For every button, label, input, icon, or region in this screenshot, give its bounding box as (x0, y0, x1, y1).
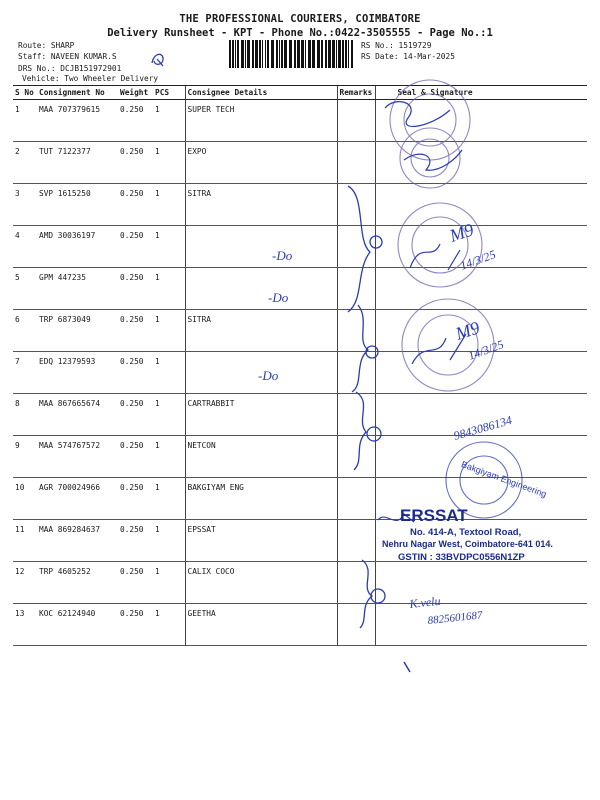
bakgiyam-stamp-text: Bakgiyam Engineering (459, 459, 548, 500)
barcode-image (228, 40, 354, 68)
cell-consignee: CALIX COCO (185, 562, 337, 604)
barcode-bar (232, 40, 234, 68)
cell-consignee: CARTRABBIT (185, 394, 337, 436)
cell-weight: 0.250 (118, 184, 153, 226)
cell-consignee: SUPER TECH (185, 100, 337, 142)
table-row (13, 142, 587, 184)
barcode-bar (262, 40, 263, 68)
cell-weight: 0.250 (118, 100, 153, 142)
barcode-bar (252, 40, 254, 68)
barcode-bar (235, 40, 236, 68)
barcode-bar (241, 40, 244, 68)
erssat-stamp-line1: No. 414-A, Textool Road, (410, 527, 522, 538)
cell-remarks (337, 100, 375, 142)
cell-seal (375, 142, 587, 184)
erssat-stamp-gstin: GSTIN : 33BVDPC0556N1ZP (398, 552, 525, 563)
cell-consignment: KOC 62124940 (37, 604, 118, 646)
cell-seal (375, 436, 587, 478)
barcode-bar (317, 40, 320, 68)
svg-text:9843086134: 9843086134 (451, 412, 514, 443)
barcode-bar (279, 40, 280, 68)
cell-sno: 3 (13, 184, 37, 226)
barcode-bar (255, 40, 258, 68)
cell-weight: 0.250 (118, 520, 153, 562)
cell-consignment: TUT 7122377 (37, 142, 118, 184)
cell-weight: 0.250 (118, 478, 153, 520)
cell-pcs: 1 (153, 436, 185, 478)
barcode-bar (351, 40, 353, 68)
rs-no-label: RS No.: 1519729 (361, 41, 432, 50)
cell-weight: 0.250 (118, 352, 153, 394)
cell-consignee: BAKGIYAM ENG (185, 478, 337, 520)
cell-pcs: 1 (153, 226, 185, 268)
cell-consignee (185, 226, 337, 268)
cell-remarks (337, 520, 375, 562)
barcode-bar (237, 40, 239, 68)
company-title: THE PROFESSIONAL COURIERS, COIMBATORE (179, 13, 421, 25)
cell-remarks (337, 562, 375, 604)
cell-weight: 0.250 (118, 604, 153, 646)
barcode-bar (342, 40, 344, 68)
cell-remarks (337, 184, 375, 226)
barcode-bar (345, 40, 347, 68)
cell-consignment: MAA 869284637 (37, 520, 118, 562)
cell-seal (375, 604, 587, 646)
cell-sno: 13 (13, 604, 37, 646)
table-row (13, 436, 587, 478)
barcode-bar (308, 40, 311, 68)
table-row (13, 562, 587, 604)
stray-ink-mark (404, 662, 410, 672)
barcode-bar (229, 40, 231, 68)
cell-weight: 0.250 (118, 394, 153, 436)
cell-remarks (337, 142, 375, 184)
cell-pcs: 1 (153, 478, 185, 520)
cell-sno: 10 (13, 478, 37, 520)
cell-sno: 5 (13, 268, 37, 310)
cell-consignee: EXPO (185, 142, 337, 184)
col-header-weight: Weight (118, 86, 153, 100)
barcode-bar (321, 40, 323, 68)
col-header-seal: Seal & Signature (375, 86, 587, 100)
cell-sno: 11 (13, 520, 37, 562)
ditto-row-7: -Do (258, 368, 279, 383)
cell-consignment: SVP 1615250 (37, 184, 118, 226)
cell-pcs: 1 (153, 394, 185, 436)
cell-pcs: 1 (153, 310, 185, 352)
svg-text:14/3/25: 14/3/25 (458, 247, 498, 273)
ditto-row-5: -Do (268, 290, 289, 305)
barcode-bar (336, 40, 337, 68)
barcode-bar (325, 40, 327, 68)
barcode-bar (338, 40, 341, 68)
cell-sno: 8 (13, 394, 37, 436)
cell-sno: 1 (13, 100, 37, 142)
cell-consignment: AMD 30036197 (37, 226, 118, 268)
cell-pcs: 1 (153, 520, 185, 562)
barcode-bar (265, 40, 266, 68)
erssat-stamp-name: ERSSAT (400, 506, 468, 525)
cell-weight: 0.250 (118, 562, 153, 604)
cell-consignment: MAA 867665674 (37, 394, 118, 436)
table-row (13, 310, 587, 352)
cell-weight: 0.250 (118, 436, 153, 478)
cell-sno: 2 (13, 142, 37, 184)
barcode-bar (245, 40, 246, 68)
cell-consignee: SITRA (185, 184, 337, 226)
cell-consignment: TRP 6873049 (37, 310, 118, 352)
table-header-row (13, 86, 587, 100)
cell-pcs: 1 (153, 562, 185, 604)
cell-remarks (337, 436, 375, 478)
cell-seal (375, 562, 587, 604)
cell-weight: 0.250 (118, 142, 153, 184)
drs-label: DRS No.: DCJB151972901 (18, 64, 122, 73)
cell-pcs: 1 (153, 100, 185, 142)
cell-consignment: TRP 4605252 (37, 562, 118, 604)
barcode-bar (348, 40, 349, 68)
table-row (13, 268, 587, 310)
cell-consignment: GPM 447235 (37, 268, 118, 310)
cell-sno: 6 (13, 310, 37, 352)
cell-consignee: GEETHA (185, 604, 337, 646)
barcode-bar (289, 40, 292, 68)
barcode-bar (328, 40, 331, 68)
cell-remarks (337, 310, 375, 352)
table-row (13, 352, 587, 394)
cell-remarks (337, 268, 375, 310)
svg-text:K.velu: K.velu (408, 593, 442, 611)
cell-pcs: 1 (153, 142, 185, 184)
route-label: Route: SHARP (18, 41, 75, 50)
cell-consignment: EDQ 12379593 (37, 352, 118, 394)
staff-label: Staff: NAVEEN KUMAR.S (18, 52, 117, 61)
cell-pcs: 1 (153, 184, 185, 226)
cell-seal (375, 352, 587, 394)
cell-remarks (337, 478, 375, 520)
svg-text:M9: M9 (447, 219, 477, 246)
cell-sno: 7 (13, 352, 37, 394)
col-header-pcs: PCS (153, 86, 185, 100)
barcode-bar (276, 40, 278, 68)
cell-seal (375, 100, 587, 142)
cell-seal (375, 394, 587, 436)
vehicle-label: Vehicle: Two Wheeler Delivery (22, 74, 159, 83)
cell-pcs: 1 (153, 352, 185, 394)
barcode-bar (332, 40, 335, 68)
cell-consignee (185, 268, 337, 310)
cell-sno: 9 (13, 436, 37, 478)
cell-weight: 0.250 (118, 310, 153, 352)
cell-weight: 0.250 (118, 268, 153, 310)
cell-consignee: NETCON (185, 436, 337, 478)
cell-consignment: MAA 574767572 (37, 436, 118, 478)
cell-consignee (185, 352, 337, 394)
col-header-consignment: Consignment No (37, 86, 118, 100)
table-row (13, 604, 587, 646)
barcode-bar (312, 40, 315, 68)
cell-seal (375, 226, 587, 268)
cell-remarks (337, 394, 375, 436)
barcode-bar (259, 40, 261, 68)
cell-seal (375, 184, 587, 226)
cell-consignee: SITRA (185, 310, 337, 352)
col-header-remarks: Remarks (337, 86, 375, 100)
cell-remarks (337, 226, 375, 268)
cell-consignment: AGR 700024966 (37, 478, 118, 520)
col-header-sno: S No (13, 86, 37, 100)
table-row (13, 226, 587, 268)
staff-initial-mark (148, 48, 170, 70)
cell-pcs: 1 (153, 604, 185, 646)
barcode-bar (301, 40, 304, 68)
barcode-bar (281, 40, 283, 68)
cell-weight: 0.250 (118, 226, 153, 268)
barcode-bar (271, 40, 274, 68)
col-header-consignee: Consignee Details (185, 86, 337, 100)
barcode-bar (305, 40, 306, 68)
cell-remarks (337, 604, 375, 646)
erssat-stamp-line2: Nehru Nagar West, Coimbatore-641 014. (382, 539, 553, 549)
ditto-row-4: -Do (272, 248, 293, 263)
table-row (13, 100, 587, 142)
table-row (13, 478, 587, 520)
cell-pcs: 1 (153, 268, 185, 310)
table-row (13, 394, 587, 436)
svg-text:M9: M9 (453, 317, 483, 344)
barcode-bar (284, 40, 287, 68)
cell-consignment: MAA 707379615 (37, 100, 118, 142)
cell-remarks (337, 352, 375, 394)
runsheet-subtitle: Delivery Runsheet - KPT - Phone No.:0422-3505555 - Page No.:1 (107, 27, 493, 39)
svg-text:14/3/25: 14/3/25 (466, 337, 506, 363)
cell-consignee: EPSSAT (185, 520, 337, 562)
barcode-bar (297, 40, 300, 68)
barcode-bar (247, 40, 250, 68)
rs-date-label: RS Date: 14-Mar-2025 (361, 52, 455, 61)
cell-sno: 4 (13, 226, 37, 268)
barcode-bar (294, 40, 296, 68)
cell-seal (375, 268, 587, 310)
table-row (13, 184, 587, 226)
svg-text:8825601687: 8825601687 (427, 609, 484, 627)
cell-seal (375, 310, 587, 352)
barcode-bar (267, 40, 269, 68)
cell-sno: 12 (13, 562, 37, 604)
